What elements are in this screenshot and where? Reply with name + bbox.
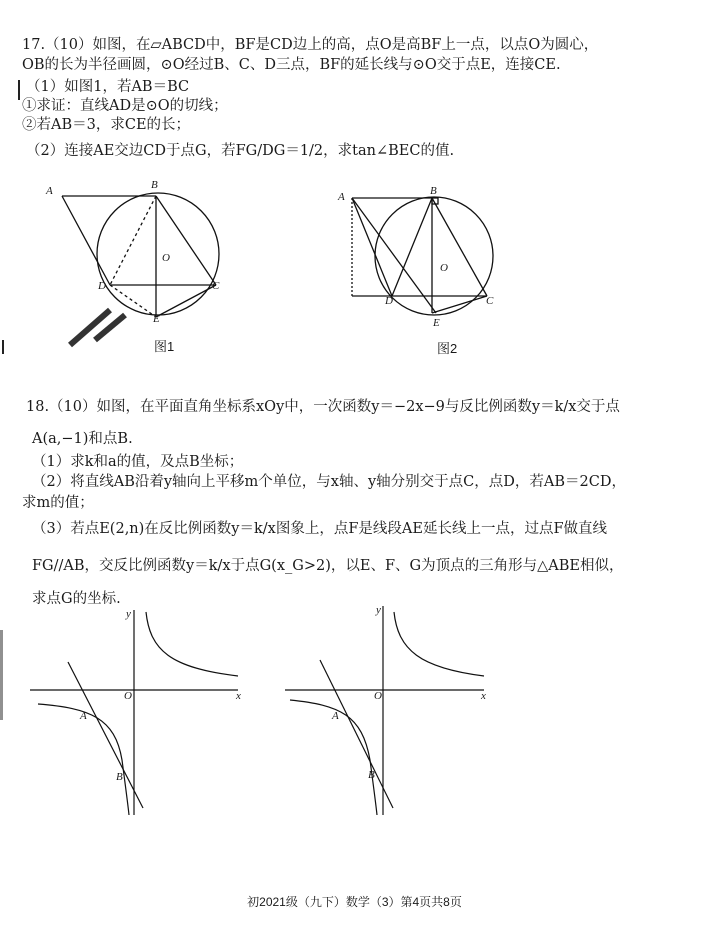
fig1-point-a: A <box>46 185 53 197</box>
fig2-point-o: O <box>440 262 448 274</box>
graph2-origin: O <box>374 690 382 702</box>
graph1-point-b: B <box>116 771 123 783</box>
graph1-point-a: A <box>80 710 87 722</box>
graph2-x-label: x <box>481 690 486 702</box>
fig2-point-e: E <box>433 317 440 329</box>
fig2-point-d: D <box>385 295 393 307</box>
q18-line-6: （3）若点E(2,n)在反比例函数y＝k/x图象上，点F是线段AE延长线上一点，过点F做直线 <box>32 521 608 537</box>
fig2-caption: 图2 <box>437 341 458 356</box>
q17-line-2: OB的长为半径画圆，⊙O经过B、C、D三点，BF的延长线与⊙O交于点E，连接CE. <box>22 57 561 73</box>
q17-line-1: 17.（10）如图，在▱ABCD中，BF是CD边上的高，点O是高BF上一点，以点O为圆心， <box>22 37 599 53</box>
graph2-y-label: y <box>376 604 381 616</box>
q18-line-8: 求点G的坐标. <box>32 591 121 607</box>
fig1-point-o: O <box>162 252 170 264</box>
q18-line-7: FG//AB，交反比例函数y＝k/x于点G(x_G>2)，以E、F、G为顶点的三角形与△ABE相似， <box>32 558 624 574</box>
fig2-point-b: B <box>430 185 437 197</box>
q17-line-4: ①求证：直线AD是⊙O的切线； <box>22 98 228 114</box>
fig1-point-c: C <box>212 280 220 292</box>
q17-line-3: （1）如图1，若AB＝BC <box>26 79 190 95</box>
graph1-x-label: x <box>236 690 241 702</box>
fig2-point-a: A <box>338 191 345 203</box>
margin-mark <box>2 340 4 354</box>
fig1-point-b: B <box>151 179 158 191</box>
page-footer: 初2021级（九下）数学（3）第4页共8页 <box>247 895 462 909</box>
fig2-point-c: C <box>486 295 494 307</box>
q18-line-5: 求m的值； <box>22 495 94 511</box>
q18-line-4: （2）将直线AB沿着y轴向上平移m个单位，与x轴、y轴分别交于点C，点D，若AB＝2CD， <box>32 474 626 490</box>
q18-line-1: 18.（10）如图，在平面直角坐标系xOy中，一次函数y＝−2x−9与反比例函数y＝k/x交于点 <box>26 399 620 415</box>
q17-line-6: （2）连接AE交边CD于点G，若FG/DG＝1/2，求tan∠BEC的值. <box>26 143 455 159</box>
graph2-point-b: B <box>368 769 375 781</box>
margin-mark <box>0 630 3 720</box>
graph1-origin: O <box>124 690 132 702</box>
q18-line-2: A(a,−1)和点B. <box>32 431 133 447</box>
graph1-y-label: y <box>126 608 131 620</box>
q18-line-3: （1）求k和a的值，及点B坐标； <box>32 454 244 470</box>
graph2-point-a: A <box>332 710 339 722</box>
fig1-point-d: D <box>98 280 106 292</box>
margin-mark <box>18 80 20 100</box>
fig1-caption: 图1 <box>154 339 175 354</box>
q17-line-5: ②若AB＝3，求CE的长； <box>22 117 191 133</box>
fig1-point-e: E <box>153 313 160 325</box>
